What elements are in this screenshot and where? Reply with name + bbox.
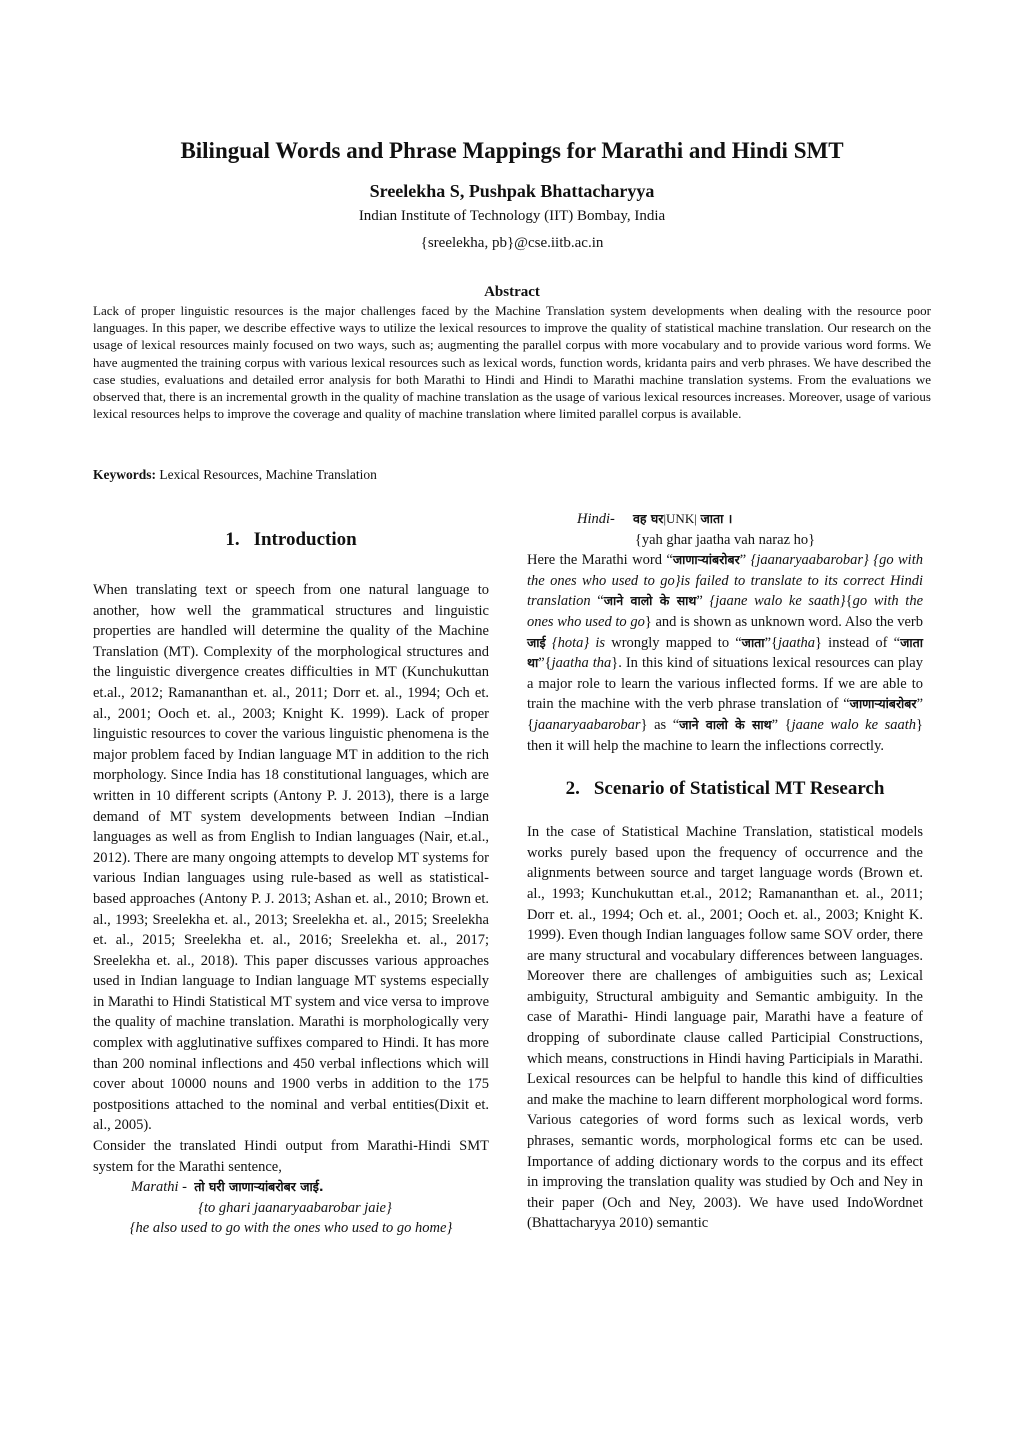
intro-paragraph-3 xyxy=(527,550,923,756)
hindi-label: Hindi- xyxy=(577,511,615,527)
keywords xyxy=(93,466,931,484)
text-run: ”{ xyxy=(538,655,552,672)
marathi-sentence-line xyxy=(93,1177,489,1198)
section-2-number: 2. xyxy=(565,778,580,800)
abstract-text: Lack of proper linguistic resources is the major challenges faced by the Machine Translation system developments when dealing with the resource poor languages. In this paper, we describe effective ways to utilize the lexical resources to improve the quality of statistical machine translation. Our research on the usage of lexical resources mainly focused on two ways, such as; augmenting the parallel corpus with more vocabulary and to provide various word forms. We have augmented the training corpus with various lexical resources such as lexical words, function words, kridanta pairs and verb phrases. We have described the case studies, evaluations and detailed error analysis for both Marathi to Hindi and Hindi to Marathi machine translation systems. From the evaluations we observed that, there is an incremental growth in the quality of machine translation as the usage of various lexical resources increases. Moreover, usage of various lexical resources helps to improve the coverage and quality of machine translation where limited parallel corpus is available. xyxy=(93,303,931,422)
marathi-example xyxy=(93,1177,489,1239)
hindi-word-1: जाने वालो के साथ xyxy=(603,593,697,609)
marathi-gloss: {he also used to go with the ones who used to go home} xyxy=(129,1220,453,1237)
hindi-word-2: जाता xyxy=(741,634,765,650)
translit-2: {jaane walo ke saath} xyxy=(709,593,846,610)
intro-paragraph-2: Consider the translated Hindi output from Marathi-Hindi SMT system for the Marathi sentence, xyxy=(93,1138,489,1175)
section-1-number: 1. xyxy=(225,529,240,550)
marathi-verb: जाई xyxy=(527,634,546,650)
text-run: wrongly mapped to “ xyxy=(605,634,742,651)
author-email: {sreelekha, pb}@cse.iitb.ac.in xyxy=(420,235,604,251)
paper-title: Bilingual Words and Phrase Mappings for Marathi and Hindi SMT xyxy=(180,138,844,163)
hindi-output-part1: वह घर xyxy=(632,511,664,526)
text-run: ” xyxy=(696,593,710,610)
hindi-output-part2: जाता । xyxy=(700,511,733,526)
text-run: ” xyxy=(739,552,751,569)
text-run: } xyxy=(644,613,652,630)
translit-6: jaanaryaabarobar xyxy=(533,716,641,733)
hindi-word-4: जाने वालो के साथ xyxy=(679,716,772,732)
keywords-label: Keywords: xyxy=(93,467,156,482)
marathi-word-1: जाणाऱ्यांबरोबर xyxy=(672,552,740,568)
hindi-transliteration: {yah ghar jaatha vah naraz ho} xyxy=(634,531,816,548)
text-run: } then it will help the machine to learn the inflections correctly. xyxy=(527,716,923,754)
hindi-unk-token: |UNK| xyxy=(663,511,697,526)
intro-paragraph-1: When translating text or speech from one natural language to another, how well the grammatical structures and linguistic properties are handled will determine the quality of the Machine Translation (MT). Complexity of the morphological structures and the linguistic divergence creates difficulties in MT (Kunchukuttan et.al., 2012; Ramananthan et. al., 2011; Dorr et. al., 1994; Och et. al., 2001; Ooch et. al., 2003; Knight K. 1999). Lack of proper linguistic resources to cover the various linguistic phenomena is the major problem faced by Indian language MT in addition to the rich morphology. Since India has 18 constitutional languages, which are written in 10 different scripts (Antony P. J. 2013), there is a large demand of MT system developments between Indian –Indian languages as well as from English to Indian languages (Nair, et.al., 2012). There are many ongoing attempts to develop MT systems for various Indian languages using rule-based as well as statistical-based approaches (Antony P. J. 2013; Ashan et. al., 2010; Brown et. al., 1993; Sreelekha et. al., 2013; Sreelekha et. al., 2015; Sreelekha et. al., 2015; Sreelekha et. al., 2016; Sreelekha et. al., 2017; Sreelekha et. al., 2018). This paper discusses various approaches used in Indian language to Indian language MT systems especially in Marathi to Hindi Statistical MT system and vice versa to improve the quality of machine translation. Marathi is morphologically very complex with agglutinative suffixes compared to Hindi. It has more than 200 nominal inflections and 450 verbal inflections which will cover about 10000 nouns and 1900 verbs in addition to the 175 postpositions attached to the nominal and verbal entities(Dixit et. al., 2005). xyxy=(93,582,489,1134)
translit-1: {jaanaryaabarobar} xyxy=(750,552,869,569)
keywords-text: Lexical Resources, Machine Translation xyxy=(156,467,377,482)
hindi-output-line xyxy=(527,509,923,530)
section-1-title: Introduction xyxy=(253,529,357,550)
left-column xyxy=(93,527,489,1239)
text-run: and is shown as unknown word. Also the verb xyxy=(651,613,923,630)
text-run: “ xyxy=(590,593,604,610)
section-2-title: Scenario of Statistical MT Research xyxy=(593,778,885,800)
translit-7: jaane walo ke saath xyxy=(791,716,917,733)
text-run: ” { xyxy=(771,716,792,733)
translit-3: {hota} is xyxy=(545,634,606,651)
author-affiliation: Indian Institute of Technology (IIT) Bombay, India xyxy=(358,208,666,224)
text-run: { xyxy=(845,593,853,610)
marathi-word-2: जाणाऱ्यांबरोबर xyxy=(849,696,917,712)
hindi-word-3: जाता था xyxy=(527,634,923,671)
marathi-transliteration: {to ghari jaanaryaabarobar jaie} xyxy=(198,1199,392,1216)
paper-authors: Sreelekha S, Pushpak Bhattacharyya xyxy=(369,181,655,201)
marathi-sentence: तो घरी जाणाऱ्यांबरोबर जाई. xyxy=(194,1179,324,1195)
translit-4: jaatha xyxy=(777,634,816,651)
translit-5: jaatha tha xyxy=(551,655,612,672)
text-run: } instead of “ xyxy=(815,634,901,651)
text-run: Here the Marathi word “ xyxy=(527,552,673,569)
text-run: } as “ xyxy=(640,716,680,733)
text-run: ”{ xyxy=(764,634,778,651)
section-2-heading xyxy=(527,776,923,802)
gloss-1: {go with the ones who used to go}is failed to translate to its correct Hindi translation xyxy=(527,552,923,610)
text-run: ” { xyxy=(527,696,923,733)
section-2-paragraph-1: In the case of Statistical Machine Translation, statistical models works purely based upon the frequency of occurrence and the alignments between source and target language words (Brown et. al., 1993; Kunchukuttan et.al., 2012; Ramananthan et. al., 2011; Dorr et. al., 1994; Och et. al., 2001; Ooch et. al., 2003; Knight K. 1999). Even though Indian languages follow same SOV order, there are many structural and vocabulary differences between languages. Moreover there are challenges of ambiguities such as; Lexical ambiguity, Structural ambiguity and Semantic ambiguity. In the case of Marathi- Hindi language pair, Marathi have a feature of dropping of subordinate clause called Participial Constructions, which means, constructions in Hindi having Participials in Marathi. Lexical resources can be helpful to handle this kind of difficulties and make the machine to learn different morphological word forms. Various categories of word forms such as lexical words, verb phrases, semantic words, morphological forms etc can be used. Importance of adding dictionary words to the corpus and its effect in improving the translation quality was studied by Och and Ney in their paper (Och and Ney, 2003). We have used IndoWordnet (Bhattacharyya 2010) semantic xyxy=(527,824,923,1232)
text-run: }. In this kind of situations lexical resources can play a major role to learn the various inflected forms. If we are able to train the machine with the verb phrase translation of “ xyxy=(527,655,923,713)
section-1-heading xyxy=(93,527,489,553)
marathi-label: Marathi - xyxy=(131,1179,187,1196)
abstract-heading: Abstract xyxy=(484,284,540,300)
gloss-2: go with the ones who used to go xyxy=(527,593,924,630)
right-column xyxy=(527,509,923,1234)
